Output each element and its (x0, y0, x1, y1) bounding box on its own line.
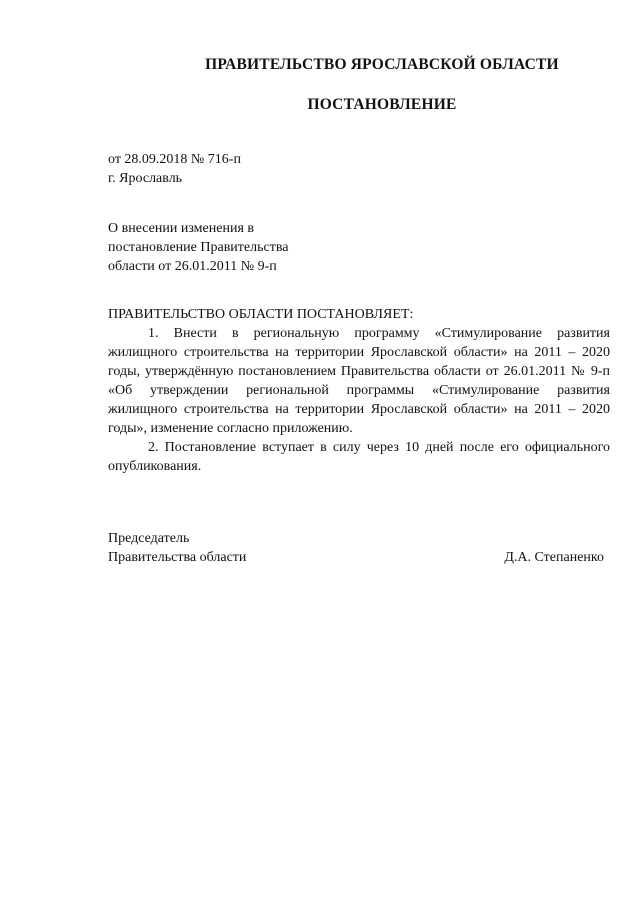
preamble: ПРАВИТЕЛЬСТВО ОБЛАСТИ ПОСТАНОВЛЯЕТ: (108, 307, 414, 322)
signatory-position-line-2: Правительства области (108, 550, 247, 565)
organization-title: ПРАВИТЕЛЬСТВО ЯРОСЛАВСКОЙ ОБЛАСТИ (205, 56, 559, 73)
signature-block (108, 529, 604, 567)
date-number: от 28.09.2018 № 716-п (108, 152, 241, 167)
paragraph-1: 1. Внести в региональную программу «Стимулирование развития жилищного строительства на территории Ярославской области» на 2011 – 2020 годы, утверждённую постановлением Правительства области от 26.01.2011 № 9-п «Об утверждении региональной программы «Стимулирование развития жилищного строительства на территории Ярославской области» на 2011 – 2020 годы», изменение согласно приложению. (108, 326, 610, 436)
document-meta (108, 150, 241, 188)
city: г. Ярославль (108, 171, 183, 186)
paragraph-2: 2. Постановление вступает в силу через 10 дней после его официального опубликования. (108, 440, 610, 474)
signatory-position-line-1: Председатель (108, 531, 190, 546)
subject-line-3: области от 26.01.2011 № 9-п (108, 259, 277, 274)
signatory-name: Д.А. Степаненко (504, 550, 604, 565)
subject-line-1: О внесении изменения в (108, 221, 254, 236)
document-body (108, 305, 610, 476)
document-type-title: ПОСТАНОВЛЕНИЕ (307, 96, 457, 113)
signature-row (108, 548, 604, 567)
document-subject (108, 219, 288, 276)
subject-line-2: постановление Правительства (108, 240, 289, 255)
